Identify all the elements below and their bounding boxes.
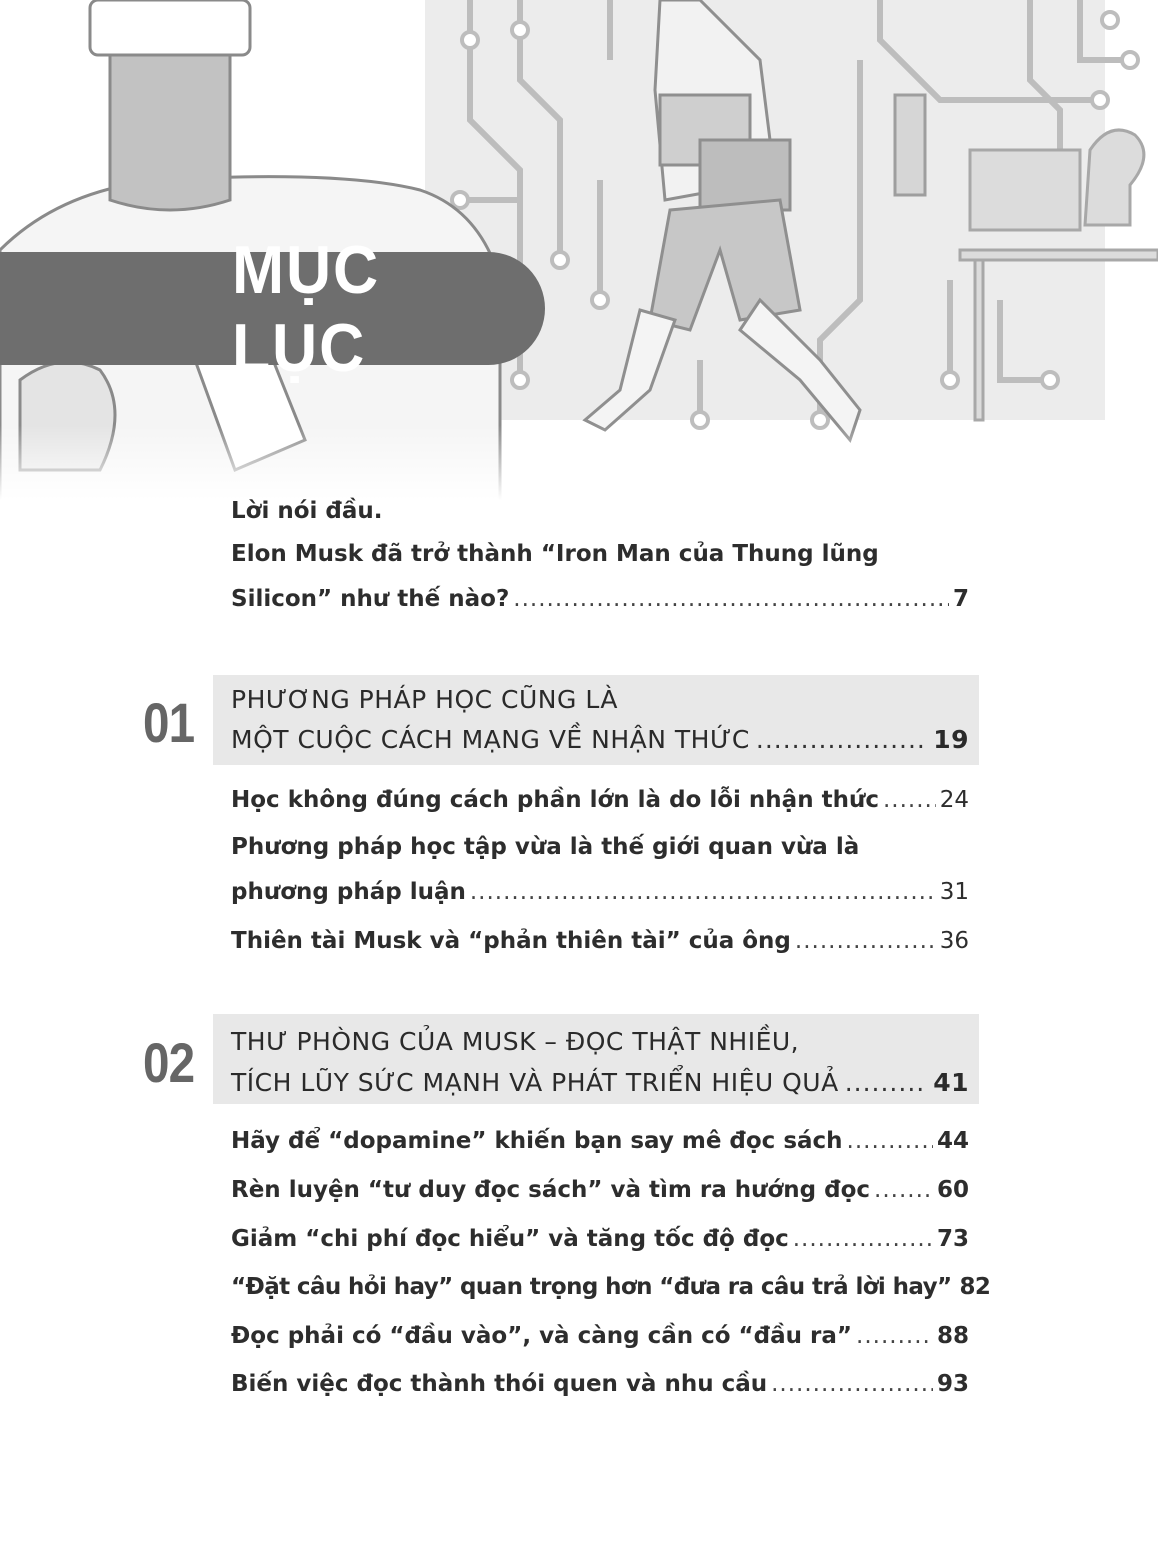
preface-title-line1: Elon Musk đã trở thành “Iron Man của Thung lũng — [231, 541, 879, 567]
leader-dots — [847, 1128, 933, 1154]
chapter-01-page: 19 — [933, 725, 969, 754]
toc-entry-page: 36 — [939, 928, 969, 954]
preface-page: 7 — [952, 586, 969, 612]
toc-entry-page: 60 — [936, 1177, 969, 1203]
leader-dots — [795, 928, 936, 954]
toc-entry[interactable] — [231, 787, 969, 813]
toc-entry-title: phương pháp luận — [231, 879, 466, 905]
chapter-01-title-line1 — [231, 685, 969, 714]
leader-dots — [793, 1226, 933, 1252]
toc-entry-page: 24 — [939, 787, 969, 813]
toc-entry-page: 31 — [939, 879, 969, 905]
toc-entry[interactable] — [231, 1323, 969, 1349]
leader-dots — [874, 1177, 933, 1203]
toc-entry-title: Biến việc đọc thành thói quen và nhu cầu — [231, 1371, 768, 1397]
preface-title-line2: Silicon” như thế nào? — [231, 586, 510, 612]
toc-entry[interactable] — [231, 1226, 969, 1252]
chapter-01-title-text1: PHƯƠNG PHÁP HỌC CŨNG LÀ — [231, 685, 618, 714]
toc-entry-title-line1: Phương pháp học tập vừa là thế giới quan vừa là — [231, 834, 860, 860]
toc-entry-page: 88 — [936, 1323, 969, 1349]
page-title: MỤC LỤC — [232, 231, 380, 386]
leader-dots — [470, 879, 936, 905]
toc-entry-title: “Đặt câu hỏi hay” quan trọng hơn “đưa ra câu trả lời hay” — [231, 1274, 952, 1300]
toc-entry-title: Học không đúng cách phần lớn là do lỗi nhận thức — [231, 787, 879, 813]
preface-heading: Lời nói đầu. — [231, 498, 383, 524]
leader-dots — [771, 1371, 933, 1397]
chapter-02-title-text2: TÍCH LŨY SỨC MẠNH VÀ PHÁT TRIỂN HIỆU QUẢ — [231, 1068, 839, 1097]
leader-dots — [856, 1323, 933, 1349]
toc-entry[interactable] — [231, 1177, 969, 1203]
chapter-01-entry[interactable] — [231, 725, 969, 754]
toc-entry-page: 93 — [936, 1371, 969, 1397]
toc-entry-page: 44 — [936, 1128, 969, 1154]
leader-dots — [756, 725, 927, 754]
chapter-02-title-text1: THƯ PHÒNG CỦA MUSK – ĐỌC THẬT NHIỀU, — [231, 1027, 800, 1056]
toc-entry[interactable] — [231, 1371, 969, 1397]
toc-entry[interactable] — [231, 879, 969, 905]
leader-dots — [883, 787, 936, 813]
toc-entry-title: Rèn luyện “tư duy đọc sách” và tìm ra hướng đọc — [231, 1177, 871, 1203]
chapter-02-page: 41 — [933, 1068, 969, 1097]
toc-entry-page: 82 — [959, 1274, 991, 1300]
toc-entry-title: Đọc phải có “đầu vào”, và càng cần có “đầu ra” — [231, 1323, 853, 1349]
chapter-01-title-text2: MỘT CUỘC CÁCH MẠNG VỀ NHẬN THỨC — [231, 725, 750, 754]
toc-entry[interactable] — [231, 928, 969, 954]
preface-entry[interactable] — [231, 586, 969, 612]
toc-entry[interactable] — [231, 1274, 991, 1300]
chapter-01-number: 01 — [143, 691, 195, 754]
chapter-02-title-line1 — [231, 1027, 969, 1056]
toc-entry-title: Thiên tài Musk và “phản thiên tài” của ông — [231, 928, 791, 954]
leader-dots — [513, 586, 949, 612]
toc-entry[interactable] — [231, 1128, 969, 1154]
toc-entry-title: Hãy để “dopamine” khiến bạn say mê đọc sách — [231, 1128, 843, 1154]
leader-dots — [845, 1068, 928, 1097]
chapter-02-number: 02 — [143, 1031, 195, 1094]
toc-entry-title: Giảm “chi phí đọc hiểu” và tăng tốc độ đọc — [231, 1226, 789, 1252]
chapter-02-entry[interactable] — [231, 1068, 969, 1097]
toc-entry-page: 73 — [936, 1226, 969, 1252]
